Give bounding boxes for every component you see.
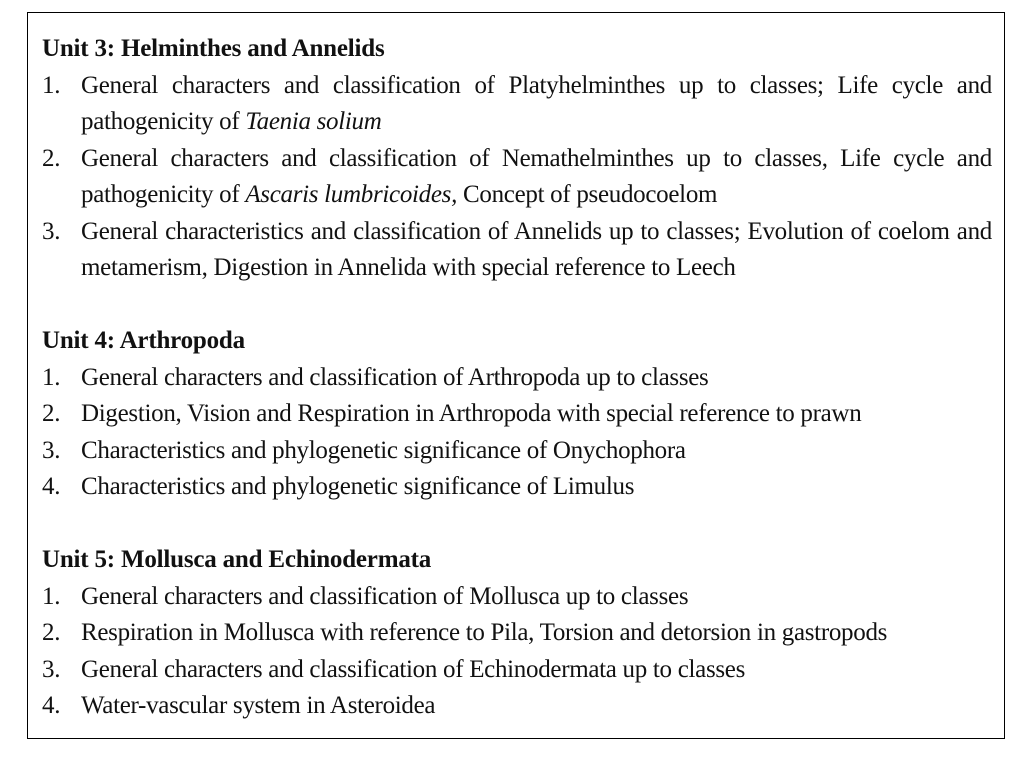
item-text: General characters and classification of Arthropoda up to classes xyxy=(81,363,709,391)
syllabus-box xyxy=(27,12,1005,739)
list-item xyxy=(42,214,992,287)
item-number: 4. xyxy=(42,692,61,719)
item-number: 4. xyxy=(42,473,61,500)
list-item xyxy=(42,688,992,725)
item-text: Characteristics and phylogenetic significance of Limulus xyxy=(81,473,635,500)
unit-items xyxy=(42,360,992,506)
item-text: General characteristics and classification of Annelids up to classes; Evolution of coelom and metamerism, Digestion in Annelida with special reference to Leech xyxy=(81,217,992,281)
list-item xyxy=(42,615,992,652)
item-text: General characters and classification of Nemathelminthes up to classes, Life cycle and pathogenicity of xyxy=(81,144,992,208)
item-text: General characters and classification of Echinodermata up to classes xyxy=(81,655,746,683)
item-italic-text: Ascaris lumbricoides, xyxy=(245,181,458,208)
list-item xyxy=(42,469,992,506)
item-number: 3. xyxy=(42,217,61,245)
item-text: General characters and classification of Platyhelminthes up to classes; Life cycle and pathogenicity of xyxy=(81,71,992,135)
item-number: 1. xyxy=(42,582,61,610)
item-text: Water-vascular system in Asteroidea xyxy=(81,692,436,719)
item-number: 3. xyxy=(42,655,61,683)
unit-3-section xyxy=(42,31,992,287)
item-number: 2. xyxy=(42,400,61,427)
item-italic-text: Taenia solium xyxy=(245,108,382,135)
list-item xyxy=(42,433,992,470)
item-number: 2. xyxy=(42,619,61,646)
item-text: Digestion, Vision and Respiration in Arthropoda with special reference to prawn xyxy=(81,400,862,427)
unit-title: Unit 3: Helminthes and Annelids xyxy=(42,35,385,62)
list-item xyxy=(42,579,992,616)
item-number: 3. xyxy=(42,436,61,464)
unit-4-section xyxy=(42,323,992,506)
list-item xyxy=(42,68,992,141)
list-item xyxy=(42,396,992,433)
item-text-after: Concept of pseudocoelom xyxy=(457,181,718,208)
list-item xyxy=(42,360,992,397)
unit-title: Unit 4: Arthropoda xyxy=(42,327,245,354)
item-number: 1. xyxy=(42,71,61,99)
item-text: General characters and classification of Mollusca up to classes xyxy=(81,582,689,610)
item-number: 1. xyxy=(42,363,61,391)
unit-items xyxy=(42,579,992,725)
list-item xyxy=(42,141,992,214)
unit-items xyxy=(42,68,992,287)
list-item xyxy=(42,652,992,689)
item-text: Respiration in Mollusca with reference to Pila, Torsion and detorsion in gastropods xyxy=(81,619,888,646)
item-number: 2. xyxy=(42,144,61,172)
unit-title: Unit 5: Mollusca and Echinodermata xyxy=(42,546,432,573)
unit-5-section xyxy=(42,542,992,725)
item-text: Characteristics and phylogenetic significance of Onychophora xyxy=(81,436,686,464)
